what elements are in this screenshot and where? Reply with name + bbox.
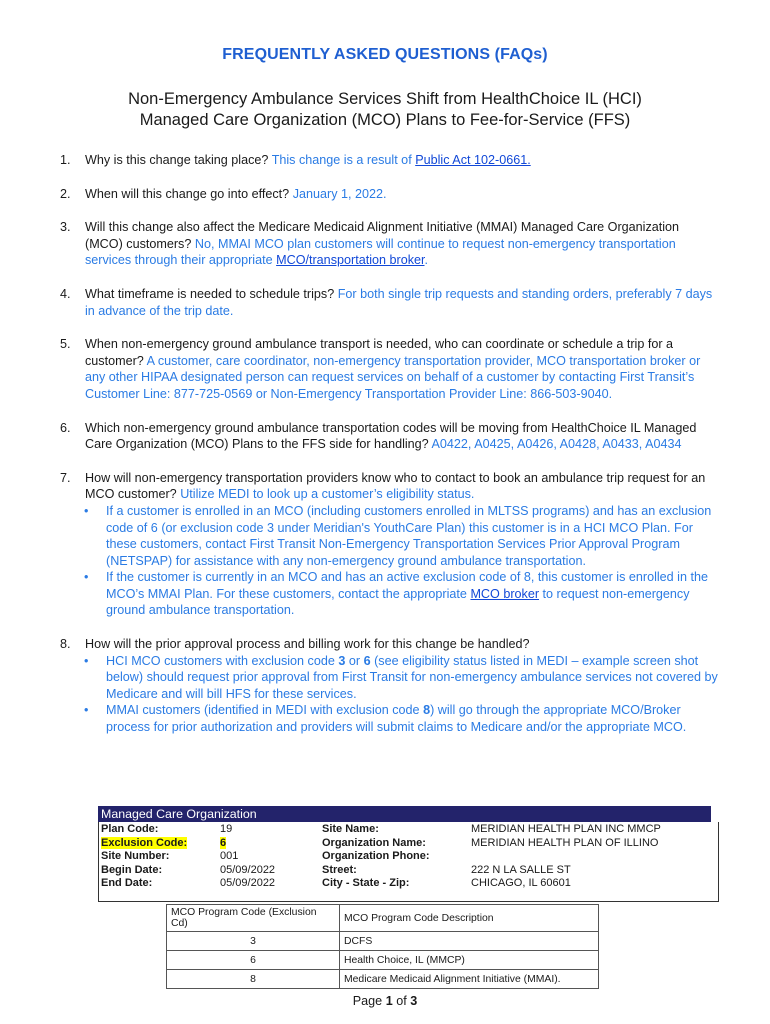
bullet-item <box>60 503 720 569</box>
organization-name-value: MERIDIAN HEALTH PLAN OF ILLINO <box>471 836 659 849</box>
table-header-row <box>167 905 599 932</box>
question-number: 5. <box>60 337 71 352</box>
question-text: When non-emergency ground ambulance transport is needed, who can coordinate or schedule a trip for a customer? <box>85 337 674 368</box>
answer-text: For both single trip requests and standing orders, preferably 7 days in advance of the trip date. <box>85 286 713 318</box>
mco-values-left <box>220 823 275 891</box>
question-text: Will this change also affect the Medicare Medicaid Alignment Initiative (MMAI) Managed Care Organization (MCO) customers? <box>85 220 680 251</box>
exclusion-code-label: Exclusion Code: <box>101 836 188 849</box>
bullet-text: If the customer is currently in an MCO and has an active exclusion code of 8, this customer is enrolled in the MCO’s MMAI Plan. For these customers, contact the appropriate <box>106 570 708 601</box>
question-text: When will this change go into effect? <box>85 186 293 201</box>
current-page: 1 <box>385 994 393 1008</box>
exclusion-code-8: 8 <box>423 703 431 718</box>
question-number: 8. <box>60 637 71 652</box>
site-number-value: 001 <box>220 850 239 863</box>
answer-text: A0422, A0425, A0426, A0428, A0433, A0434 <box>431 437 682 452</box>
mco-broker-link[interactable]: MCO broker <box>470 586 540 601</box>
mco-details <box>98 822 719 902</box>
bullet-text: HCI MCO customers with exclusion code <box>106 653 339 668</box>
bullet-text-end: to request non-emergency ground ambulance transportation. <box>106 586 690 618</box>
organization-name-label: Organization Name: <box>322 836 426 849</box>
code-cell: 8 <box>167 970 340 989</box>
answer-end: . <box>424 253 428 268</box>
bullet-text: MMAI customers (identified in MEDI with exclusion code <box>106 703 424 718</box>
table-row <box>167 970 599 989</box>
question-text: Which non-emergency ground ambulance transportation codes will be moving from HealthChoice IL Managed Care Organization (MCO) Plans to the FFS side for handling? <box>85 420 697 452</box>
bullet-item <box>60 702 720 735</box>
description-cell: Health Choice, IL (MMCP) <box>340 951 599 970</box>
street-value: 222 N LA SALLE ST <box>471 863 571 876</box>
faq-item-4 <box>60 286 720 319</box>
question-number: 4. <box>60 286 71 301</box>
total-pages: 3 <box>410 994 418 1008</box>
code-cell: 3 <box>167 932 340 951</box>
begin-date-value: 05/09/2022 <box>220 863 276 876</box>
end-date-label: End Date: <box>101 877 153 890</box>
faq-item-5 <box>60 336 720 402</box>
public-act-link[interactable]: Public Act 102-0661. <box>415 153 531 167</box>
column-header: MCO Program Code (Exclusion Cd) <box>167 905 340 932</box>
bullet-text-rest: (see eligibility status listed in MEDI – example screen shot below) should request prior approval from First Transit for non-emergency ambulance services not covered by Medicare and will bill HFS for these services. <box>106 653 718 701</box>
end-date-value: 05/09/2022 <box>220 877 276 890</box>
mco-labels-right <box>322 823 430 891</box>
question-number: 7. <box>60 470 71 485</box>
site-name-value: MERIDIAN HEALTH PLAN INC MMCP <box>471 823 661 835</box>
table-row <box>167 932 599 951</box>
table-row <box>167 951 599 970</box>
mco-transportation-broker-link[interactable]: MCO/transportation broker <box>276 253 425 268</box>
faq-item-2 <box>60 186 720 203</box>
faq-item-6 <box>60 420 720 453</box>
question-number: 6. <box>60 420 71 435</box>
answer-text: No, MMAI MCO plan customers will continue to request non-emergency transportation services through their appropriate <box>85 236 676 268</box>
bullet-icon: • <box>84 570 89 585</box>
exclusion-code-6: 6 <box>363 653 371 668</box>
answer-text: A customer, care coordinator, non-emergency transportation provider, MCO transportation broker or any other HIPAA designated person can request services on behalf of a customer by contacting First Transit’s Customer Line: 877-725-0569 or Non-Emergency Transportation Provider Line: 866-503-9040. <box>85 353 701 401</box>
page-title: FREQUENTLY ASKED QUESTIONS (FAQs) <box>222 46 548 63</box>
faq-item-7 <box>60 470 720 619</box>
street-label: Street: <box>322 863 357 876</box>
bullet-item <box>60 653 720 703</box>
faq-item-8 <box>60 636 720 736</box>
bullet-icon: • <box>84 503 89 518</box>
faq-item-3 <box>60 219 720 269</box>
plan-code-label: Plan Code: <box>101 823 159 835</box>
column-header: MCO Program Code Description <box>340 905 599 932</box>
question-text: How will non-emergency transportation providers know who to contact to book an ambulance trip request for an MCO customer? <box>85 470 706 502</box>
faq-item-1 <box>60 152 720 169</box>
question-number: 3. <box>60 220 71 235</box>
mco-values-right <box>471 823 661 891</box>
plan-code-value: 19 <box>220 823 233 835</box>
bullet-text: If a customer is enrolled in an MCO (including customers enrolled in MLTSS programs) and has an exclusion code of 6 (or exclusion code 3 under Meridian's YouthCare Plan) this customer is in a HCI MCO Plan. For these customers, contact First Transit Non-Emergency Transportation Services Prior Approval Program (NETSPAP) for assistance with any non-emergency ground ambulance transportation. <box>106 503 712 568</box>
description-cell: DCFS <box>340 932 599 951</box>
question-text: How will the prior approval process and billing work for this change be handled? <box>85 637 530 652</box>
program-code-table <box>166 904 599 989</box>
bullet-icon: • <box>84 653 89 668</box>
page-number <box>0 994 770 1008</box>
answer-text: January 1, 2022. <box>292 186 387 201</box>
answer-text: Utilize MEDI to look up a customer’s eligibility status. <box>180 487 475 502</box>
exclusion-code-3: 3 <box>338 653 346 668</box>
site-number-label: Site Number: <box>101 850 170 863</box>
question-number: 2. <box>60 186 71 201</box>
site-name-label: Site Name: <box>322 823 379 835</box>
mco-screenshot <box>98 806 718 902</box>
page-of: of <box>392 994 411 1008</box>
answer-text: This change is a result of <box>271 153 416 167</box>
city-state-zip-value: CHICAGO, IL 60601 <box>471 877 571 890</box>
subtitle-line-1: Non-Emergency Ambulance Services Shift from HealthChoice IL (HCI) <box>128 90 642 108</box>
organization-phone-value <box>471 850 661 864</box>
question-number: 1. <box>60 153 71 167</box>
subtitle-line-2: Managed Care Organization (MCO) Plans to Fee-for-Service (FFS) <box>139 111 631 129</box>
exclusion-code-value: 6 <box>220 836 227 849</box>
faq-list <box>60 152 720 753</box>
bullet-text-or: or <box>345 653 364 668</box>
mco-header: Managed Care Organization <box>98 806 711 822</box>
question-text: What timeframe is needed to schedule trips? <box>85 286 338 301</box>
description-cell: Medicare Medicaid Alignment Initiative (MMAI). <box>340 970 599 989</box>
bullet-icon: • <box>84 703 89 718</box>
organization-phone-label: Organization Phone: <box>322 850 430 863</box>
code-cell: 6 <box>167 951 340 970</box>
bullet-item <box>60 569 720 619</box>
begin-date-label: Begin Date: <box>101 863 163 876</box>
bullet-text-rest: ) will go through the appropriate MCO/Broker process for prior authorization and providers will submit claims to Medicare and/or the appropriate MCO. <box>106 703 687 735</box>
question-text: Why is this change taking place? <box>85 153 272 167</box>
city-state-zip-label: City - State - Zip: <box>322 877 410 890</box>
page-subtitle <box>60 89 710 131</box>
page-prefix: Page <box>352 994 386 1008</box>
mco-labels-left <box>101 823 187 891</box>
